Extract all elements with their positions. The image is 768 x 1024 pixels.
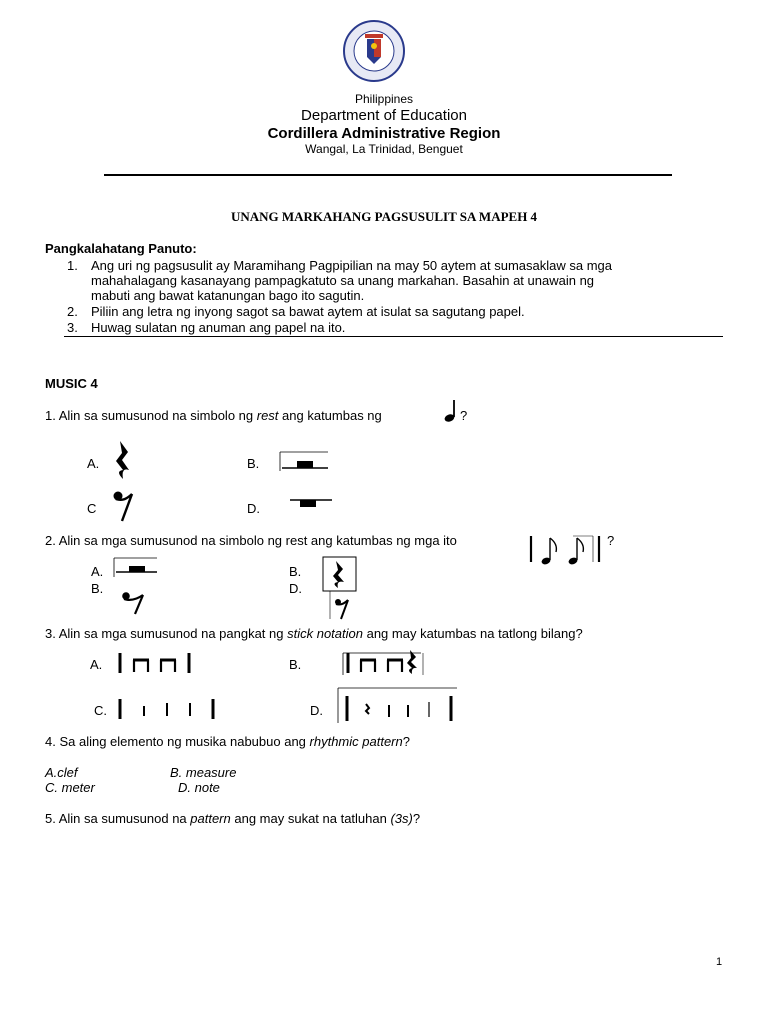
- stick-notation-b-icon: [341, 648, 433, 676]
- question-4: 4. Sa aling elemento ng musika nabubuo ang rhythmic pattern?: [45, 734, 410, 749]
- choice-label: A.: [87, 456, 100, 471]
- choice-label: B.: [247, 456, 260, 471]
- choice-label: B.: [91, 581, 104, 596]
- address: Wangal, La Trinidad, Benguet: [305, 142, 463, 156]
- instructions-heading: Pangkalahatang Panuto:: [45, 241, 197, 256]
- choice-label: A.: [91, 564, 104, 579]
- stick-notation-a-icon: [117, 651, 193, 675]
- whole-rest-icon: [288, 497, 334, 511]
- question-5: 5. Alin sa sumusunod na pattern ang may sukat na tatluhan (3s)?: [45, 811, 421, 826]
- page-number: 1: [716, 956, 723, 968]
- instruction-line: mabuti ang bawat katanungan bago ito sagutin.: [91, 288, 365, 303]
- choice-label: C.: [94, 703, 107, 718]
- question-1: 1. Alin sa sumusunod na simbolo ng rest ang katumbas ng: [45, 408, 382, 423]
- stick-notation-c-icon: [117, 697, 217, 721]
- instructions-divider: [64, 336, 723, 337]
- choice-text: C. meter: [45, 780, 95, 795]
- choice-text: D. note: [178, 780, 220, 795]
- choice-label: D.: [247, 501, 260, 516]
- header-divider: [104, 174, 672, 176]
- choice-label: C: [87, 501, 97, 516]
- instruction-line: mahahalagang kasanayang pampagkatuto sa unang markahan. Basahin at unawain ng: [91, 273, 595, 288]
- quarter-rest-boxed-icon: [322, 556, 358, 620]
- section-title: MUSIC 4: [45, 376, 98, 391]
- instruction-line: Huwag sulatan ng anuman ang papel na ito.: [91, 320, 346, 335]
- half-rest-icon: [113, 557, 159, 579]
- quarter-note-icon: [441, 399, 457, 423]
- instruction-num: 1.: [67, 258, 78, 273]
- deped-seal: [343, 20, 405, 82]
- quarter-rest-icon: [113, 440, 135, 480]
- choice-label: B.: [289, 564, 302, 579]
- question-2: 2. Alin sa mga sumusunod na simbolo ng rest ang katumbas ng mga ito: [45, 533, 457, 548]
- instruction-num: 2.: [67, 304, 78, 319]
- instruction-line: Ang uri ng pagsusulit ay Maramihang Pagpipilian na may 50 aytem at sumasaklaw sa mga: [91, 258, 612, 273]
- instruction-line: Piliin ang letra ng inyong sagot sa bawat aytem at isulat sa sagutang papel.: [91, 304, 525, 319]
- department: Department of Education: [301, 107, 467, 124]
- eighth-rest-icon: [112, 490, 136, 522]
- question-1-end: ?: [460, 408, 468, 423]
- region: Cordillera Administrative Region: [267, 125, 501, 142]
- stick-notation-d-icon: [337, 684, 459, 724]
- seal-emblem-icon: [345, 22, 403, 80]
- eighth-rest-icon: [121, 592, 147, 616]
- choice-label: B.: [289, 657, 302, 672]
- choice-label: D.: [310, 703, 323, 718]
- exam-title: UNANG MARKAHANG PAGSUSULIT SA MAPEH 4: [230, 209, 538, 224]
- choice-label: A.: [90, 657, 103, 672]
- choice-text: B. measure: [170, 765, 237, 780]
- choice-text: A.clef: [45, 765, 78, 780]
- note-group-icon: [527, 532, 607, 568]
- choice-label: D.: [289, 581, 302, 596]
- question-2-end: ?: [607, 533, 615, 548]
- question-3: 3. Alin sa mga sumusunod na pangkat ng stick notation ang may katumbas na tatlong bilang?: [45, 626, 583, 641]
- half-rest-icon: [278, 451, 330, 473]
- country: Philippines: [354, 92, 414, 106]
- instruction-num: 3.: [67, 320, 78, 335]
